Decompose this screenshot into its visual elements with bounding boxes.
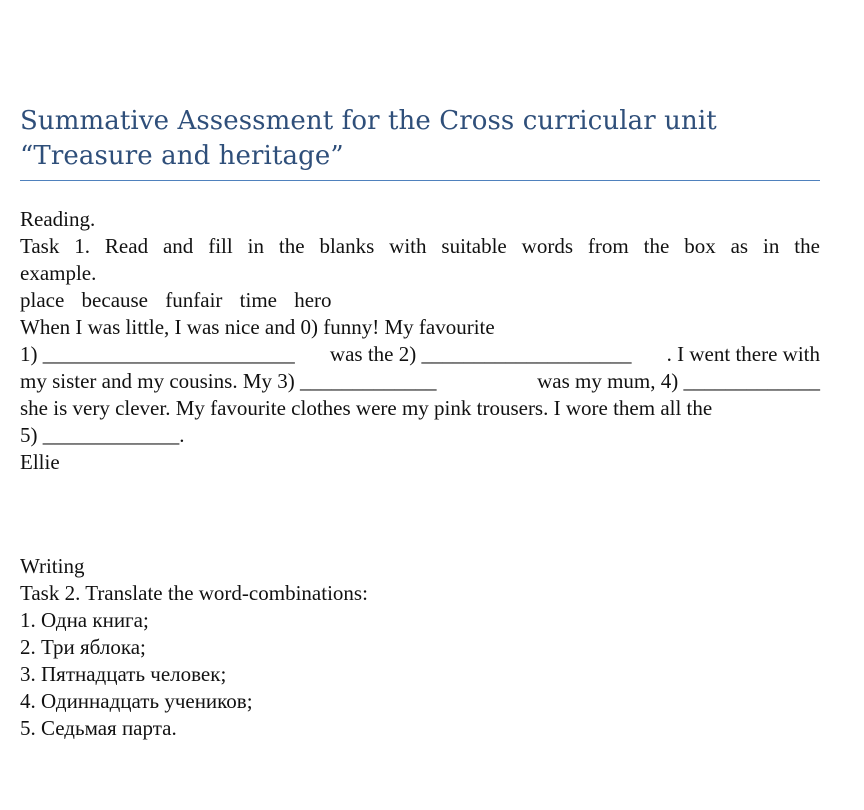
word-box-item: hero (294, 288, 332, 312)
signature-name: Ellie (20, 450, 60, 474)
writing-heading: Writing (20, 554, 85, 578)
task-1-word: Read (104, 234, 149, 258)
word-box (20, 287, 820, 314)
text-segment: . I went there with (666, 342, 820, 366)
task-1-word: as (730, 234, 749, 258)
title-line-2: “Treasure and heritage” (20, 141, 344, 171)
task-1-word: 1. (74, 234, 91, 258)
word-box-item: because (81, 288, 149, 312)
task-1-word: and (162, 234, 194, 258)
task-1-instruction-continuation: example. (20, 261, 97, 285)
task-1-word: in (247, 234, 264, 258)
task-1-word: fill (208, 234, 233, 258)
task-1-word: words (521, 234, 573, 258)
translation-item: 3. Пятнадцать человек; (20, 662, 227, 686)
task-1-word: box (684, 234, 716, 258)
task-2-instruction: Task 2. Translate the word-combinations: (20, 581, 368, 605)
task-1-word: the (794, 234, 820, 258)
reading-text-line-5: 5) _____________. (20, 423, 185, 447)
task-1-instruction (20, 233, 820, 260)
word-box-item: place (20, 288, 65, 312)
blank-3-segment: my sister and my cousins. My 3) _____________ (20, 369, 437, 393)
translation-item: 1. Одна книга; (20, 608, 149, 632)
task-1-word: in (763, 234, 780, 258)
task-1-word: from (587, 234, 629, 258)
writing-section (20, 553, 820, 742)
reading-section (20, 206, 820, 476)
title-divider (20, 180, 820, 181)
reading-text-line-3 (20, 368, 820, 395)
task-1-word: the (278, 234, 305, 258)
reading-heading: Reading. (20, 207, 96, 231)
title-line-1: Summative Assessment for the Cross curricular unit (20, 106, 717, 136)
reading-text-line-4: she is very clever. My favourite clothes were my pink trousers. I wore them all the (20, 396, 713, 420)
reading-text-line-2 (20, 341, 820, 368)
task-1-word: blanks (319, 234, 375, 258)
task-1-word: with (389, 234, 427, 258)
blank-2-segment: was the 2) ____________________ (329, 342, 632, 366)
word-box-item: time (239, 288, 277, 312)
word-box-item: funfair (165, 288, 223, 312)
task-1-word: Task (20, 234, 60, 258)
document-title (20, 104, 820, 174)
task-1-word: the (643, 234, 670, 258)
blank-1-segment: 1) ________________________ (20, 342, 295, 366)
translation-item: 2. Три яблока; (20, 635, 146, 659)
blank-4-segment: was my mum, 4) _____________ (537, 369, 820, 393)
translation-item: 5. Седьмая парта. (20, 716, 177, 740)
reading-text-line-1: When I was little, I was nice and 0) funny! My favourite (20, 315, 495, 339)
task-1-word: suitable (441, 234, 507, 258)
translation-item: 4. Одиннадцать учеников; (20, 689, 253, 713)
